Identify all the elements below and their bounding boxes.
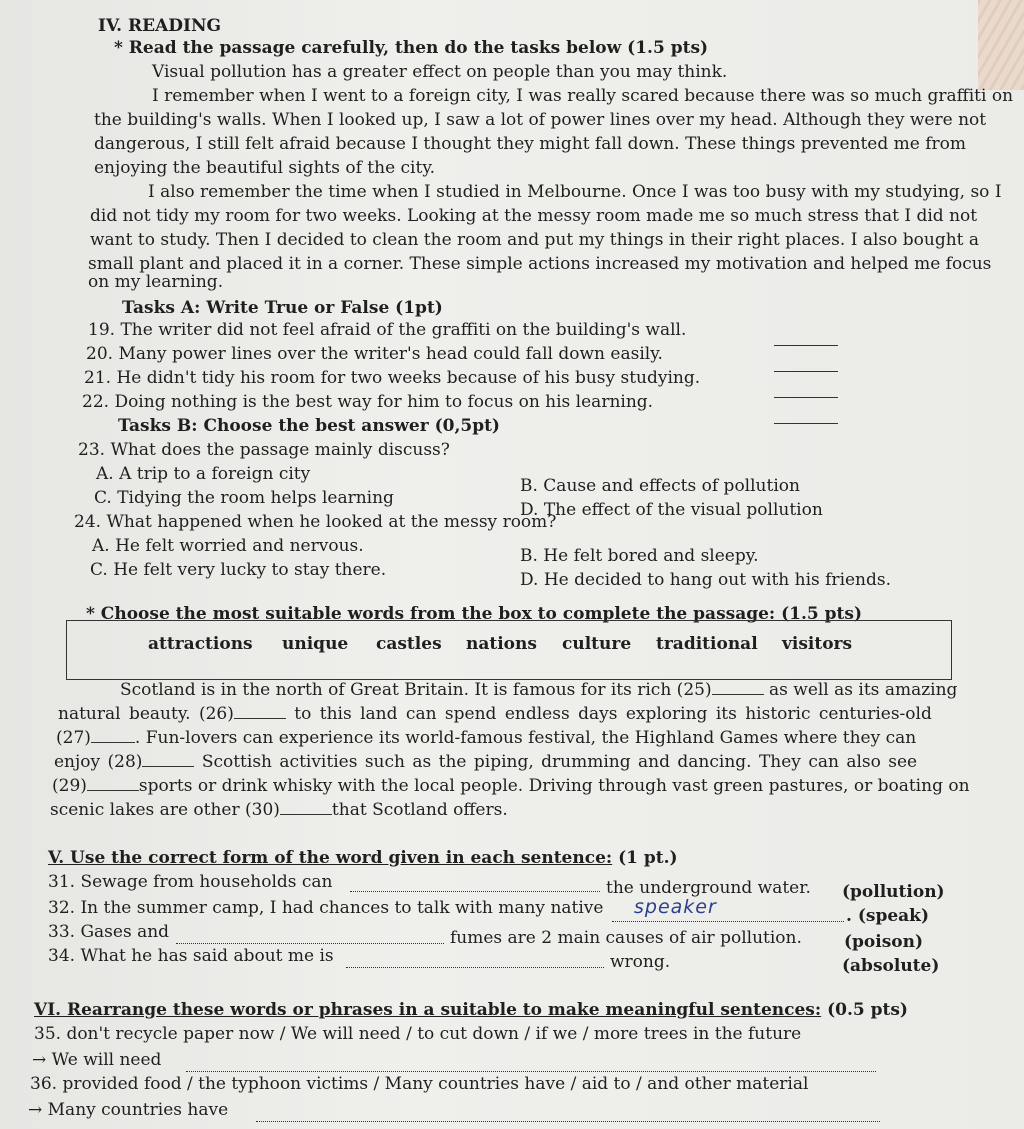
section-5-heading: V. Use the correct form of the word given in each sentence: [48, 848, 613, 868]
cloze-line-1 [120, 680, 957, 700]
answer-blank-31[interactable] [350, 890, 600, 892]
passage-line: on my learning. [88, 272, 224, 292]
answer-blank-20[interactable] [774, 370, 838, 372]
section-6-heading: VI. Rearrange these words or phrases in a suitable to make meaningful sentences: [34, 1000, 822, 1020]
handwritten-answer-32: speaker [634, 896, 717, 918]
cloze-line-4 [54, 752, 917, 772]
question-22: 22. Doing nothing is the best way for him to focus on his learning. [82, 392, 654, 412]
option-23d[interactable]: D. The effect of the visual pollution [520, 500, 823, 520]
cloze-text: Scottish activities such as the piping, drumming and dancing. They can also see [201, 752, 918, 772]
cloze-text: sports or drink whisky with the local people. Driving through vast green pastures, or boating on [138, 776, 970, 796]
word-traditional: traditional [656, 634, 758, 654]
question-33-tail: fumes are 2 main causes of air pollution. [450, 928, 802, 948]
option-24b[interactable]: B. He felt bored and sleepy. [520, 546, 759, 566]
cloze-line-3 [56, 728, 916, 748]
cloze-text: Scotland is in the north of Great Britain. It is famous for its rich (25) [120, 680, 712, 700]
cloze-text: to this land can spend endless days exploring its historic centuries-old [294, 704, 932, 724]
question-34: 34. What he has said about me is [48, 946, 334, 966]
question-34-tail: wrong. [610, 952, 671, 972]
passage-line: did not tidy my room for two weeks. Looking at the messy room made me so much stress that I did not [90, 206, 978, 226]
question-32: 32. In the summer camp, I had chances to talk with many native [48, 898, 604, 918]
option-23b[interactable]: B. Cause and effects of pollution [520, 476, 800, 496]
task-a-title: Tasks A: Write True or False (1pt) [122, 298, 443, 318]
cloze-line-2 [58, 704, 932, 724]
cloze-text: (27) [56, 728, 91, 748]
cloze-line-5 [52, 776, 970, 796]
cloze-line-6 [50, 800, 508, 820]
cloze-text: that Scotland offers. [331, 800, 508, 820]
answer-blank-19[interactable] [774, 344, 838, 346]
passage-intro: Visual pollution has a greater effect on people than you may think. [152, 62, 728, 82]
answer-blank-36[interactable] [256, 1120, 880, 1122]
blank-29[interactable] [87, 776, 139, 791]
passage-line: enjoying the beautiful sights of the city. [94, 158, 436, 178]
cloze-text: . Fun-lovers can experience its world-famous festival, the Highland Games where they can [134, 728, 917, 748]
question-23: 23. What does the passage mainly discuss? [78, 440, 450, 460]
question-31-tail: the underground water. [606, 878, 811, 898]
answer-blank-34[interactable] [346, 966, 604, 968]
blank-28[interactable] [142, 752, 194, 767]
question-35: 35. don't recycle paper now / We will need / to cut down / if we / more trees in the future [34, 1024, 802, 1044]
cloze-text: natural beauty. (26) [58, 704, 234, 724]
answer-prompt-35: → We will need [32, 1050, 162, 1070]
option-24a[interactable]: A. He felt worried and nervous. [92, 536, 364, 556]
blank-30[interactable] [280, 800, 332, 815]
word-given-34: (absolute) [842, 956, 940, 976]
blank-27[interactable] [91, 728, 135, 743]
answer-blank-32[interactable] [612, 920, 844, 922]
wordbox-instruction: * Choose the most suitable words from the box to complete the passage: (1.5 pts) [86, 604, 863, 624]
answer-blank-21[interactable] [774, 396, 838, 398]
word-castles: castles [376, 634, 442, 654]
cloze-text: enjoy (28) [54, 752, 143, 772]
section-6-points: (0.5 pts) [827, 1000, 908, 1020]
cloze-text: scenic lakes are other (30) [50, 800, 280, 820]
answer-blank-33[interactable] [176, 942, 444, 944]
question-33: 33. Gases and [48, 922, 170, 942]
word-culture: culture [562, 634, 632, 654]
word-unique: unique [282, 634, 349, 654]
word-given-31: (pollution) [842, 882, 945, 902]
passage-line: I remember when I went to a foreign city, I was really scared because there was so much graffiti on [152, 86, 1014, 106]
option-23c[interactable]: C. Tidying the room helps learning [94, 488, 394, 508]
question-24: 24. What happened when he looked at the messy room? [74, 512, 557, 532]
passage-line: small plant and placed it in a corner. These simple actions increased my motivation and helped me focus [88, 254, 992, 274]
answer-prompt-36: → Many countries have [28, 1100, 229, 1120]
ruler-edge [978, 0, 1024, 90]
word-visitors: visitors [782, 634, 853, 654]
answer-blank-22[interactable] [774, 422, 838, 424]
passage-line: dangerous, I still felt afraid because I thought they might fall down. These things prevented me from [94, 134, 966, 154]
question-31: 31. Sewage from households can [48, 872, 333, 892]
passage-line: I also remember the time when I studied in Melbourne. Once I was too busy with my studying, so I [148, 182, 1002, 202]
reading-instruction: * Read the passage carefully, then do the tasks below (1.5 pts) [114, 38, 709, 58]
blank-25[interactable] [712, 680, 764, 695]
question-36: 36. provided food / the typhoon victims / Many countries have / aid to / and other material [30, 1074, 809, 1094]
word-given-32: . (speak) [846, 906, 929, 926]
passage-line: the building's walls. When I looked up, I saw a lot of power lines over my head. Although they were not [94, 110, 987, 130]
task-b-title: Tasks B: Choose the best answer (0,5pt) [118, 416, 500, 436]
passage-line: want to study. Then I decided to clean the room and put my things in their right places. I also bought a [90, 230, 980, 250]
section-title-rearrange [34, 1000, 908, 1020]
word-attractions: attractions [148, 634, 253, 654]
section-title-reading: IV. READING [98, 16, 222, 36]
word-given-33: (poison) [844, 932, 924, 952]
option-23a[interactable]: A. A trip to a foreign city [96, 464, 311, 484]
blank-26[interactable] [234, 704, 286, 719]
section-5-points: (1 pt.) [618, 848, 678, 868]
answer-blank-35[interactable] [186, 1070, 876, 1072]
cloze-text: (29) [52, 776, 87, 796]
question-20: 20. Many power lines over the writer's head could fall down easily. [86, 344, 663, 364]
cloze-text: as well as its amazing [769, 680, 958, 700]
option-24d[interactable]: D. He decided to hang out with his friends. [520, 570, 892, 590]
word-nations: nations [466, 634, 537, 654]
question-21: 21. He didn't tidy his room for two weeks because of his busy studying. [84, 368, 701, 388]
question-19: 19. The writer did not feel afraid of the graffiti on the building's wall. [88, 320, 687, 340]
section-title-word-form [48, 848, 678, 868]
option-24c[interactable]: C. He felt very lucky to stay there. [90, 560, 387, 580]
